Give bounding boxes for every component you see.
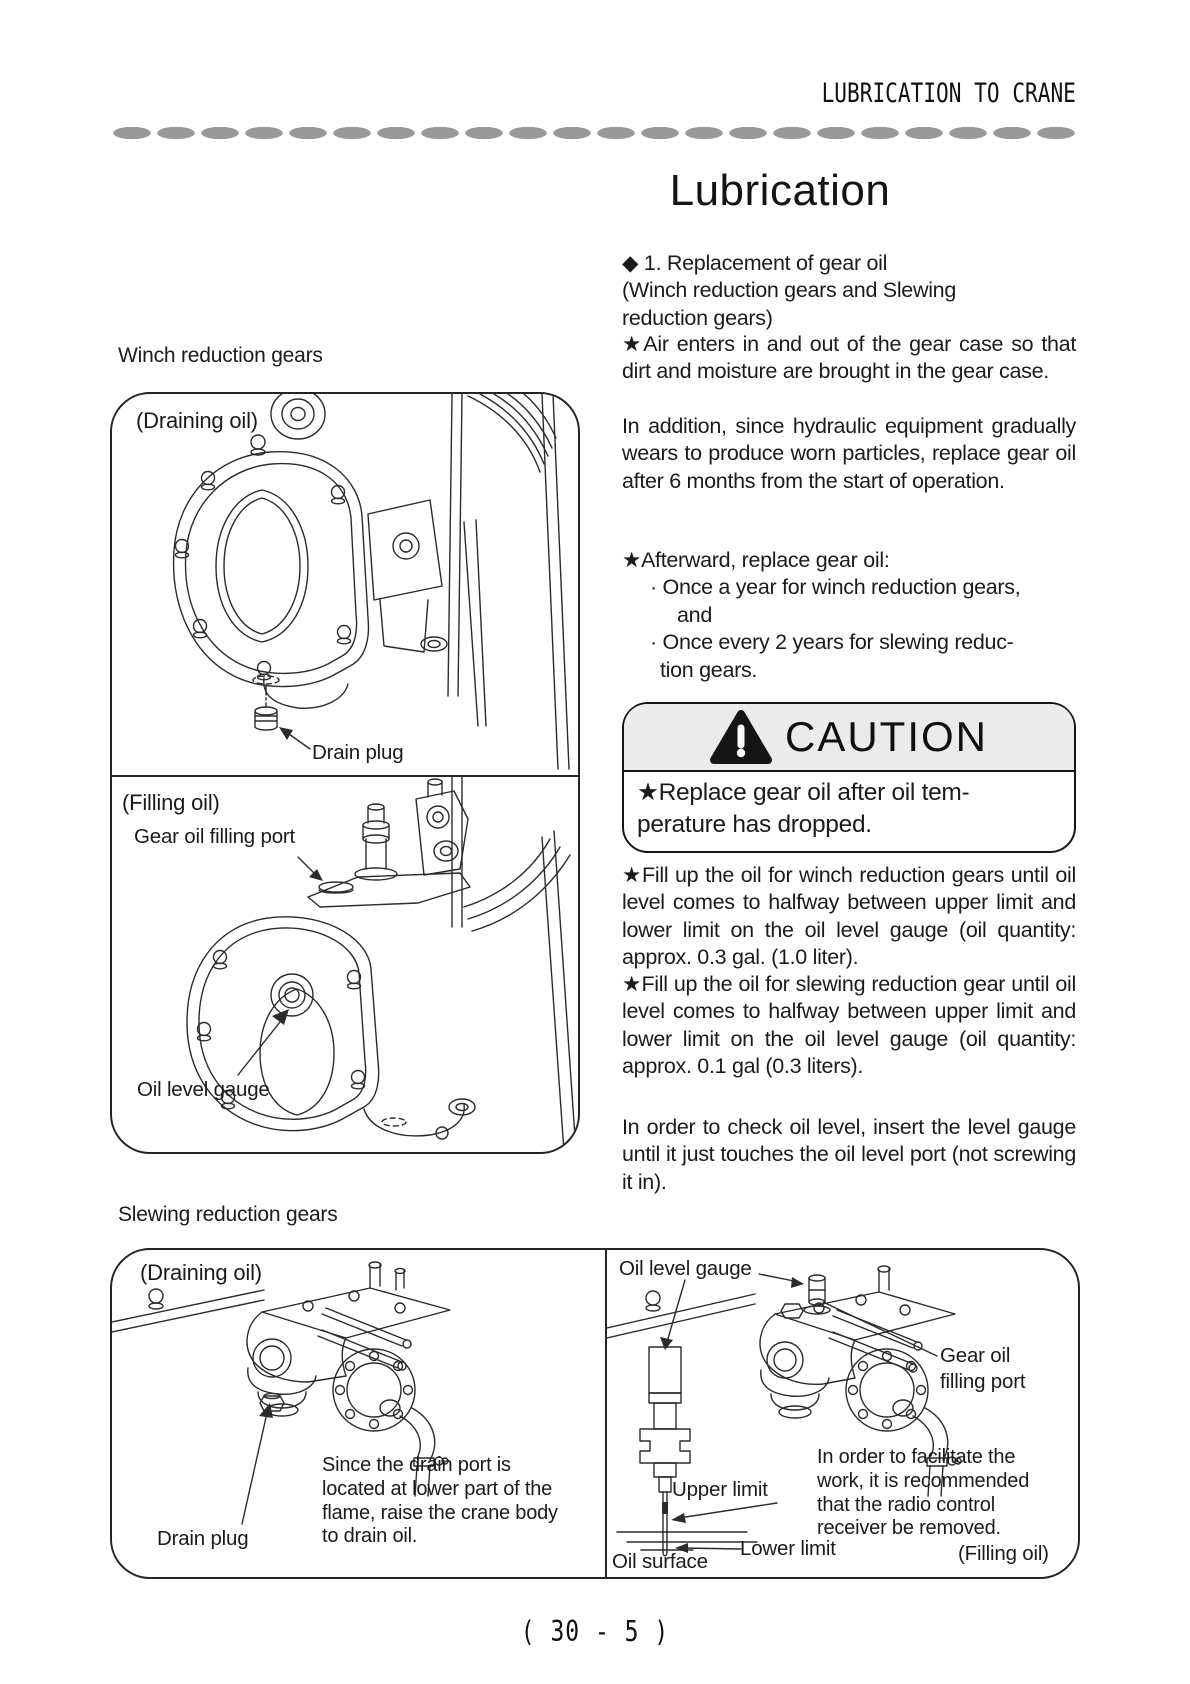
oil-level-gauge-arrow: [238, 1022, 280, 1075]
para-fill-slewing: ★Fill up the oil for slewing reduction gear until oil level comes to halfway between upper limit and lower limit on the oil level gauge (oil quantity: approx. 0.1 gal (0.3 liters).: [622, 972, 1076, 1079]
winch-draining-drawing: [112, 394, 578, 773]
para-fill-winch: ★Fill up the oil for winch reduction gears until oil level comes to halfway between upper limit and lower limit on the oil level gauge (oil quantity: approx. 0.3 gal. (1.0 liter).: [622, 863, 1076, 970]
warning-triangle-icon: [710, 709, 772, 765]
lower-limit-leader: [683, 1548, 741, 1549]
slewing-fill-note: In order to facilitate the work, it is recommended that the radio control receiver be removed.: [817, 1446, 1030, 1540]
para-check-level: In order to check oil level, insert the level gauge until it just touches the oil level port (not screwing it in).: [622, 1115, 1076, 1194]
page-number: ( 30 - 5 ): [520, 1616, 670, 1649]
drain-plug-arrow: [289, 734, 310, 749]
heading: ◆ 1. Replacement of gear oil: [622, 251, 888, 275]
slewing-drain-plug-label: Drain plug: [157, 1527, 249, 1550]
winch-draining-caption: (Draining oil): [136, 408, 258, 433]
afterward-line: ★Afterward, replace gear oil:: [622, 548, 890, 572]
slewing-filling-caption: (Filling oil): [958, 1542, 1049, 1565]
b Bullet-1-line1: · Once a year for winch reduction gears,: [650, 575, 1021, 600]
bullet-1-line2: and: [677, 602, 712, 627]
caution-box: [622, 702, 1076, 853]
lower-limit-label: Lower limit: [740, 1537, 836, 1560]
caution-body: [624, 772, 1074, 841]
oil-surface-label: Oil surface: [612, 1550, 708, 1573]
running-head: LUBRICATION TO CRANE: [821, 79, 1076, 109]
slewing-section-label: Slewing reduction gears: [118, 1203, 338, 1226]
bullet-2-line1: · Once every 2 years for slewing reduc-: [650, 630, 1014, 655]
caution-line1: ★Replace gear oil after oil tem-: [637, 779, 970, 806]
slewing-drain-note: Since the drain port is located at lower part of the flame, raise the crane body to drain oil.: [322, 1454, 558, 1548]
caution-line2: perature has dropped.: [637, 811, 872, 838]
winch-section-label: Winch reduction gears: [118, 344, 323, 367]
heading-sub2: reduction gears): [622, 305, 773, 330]
para-in-addition: In addition, since hydraulic equipment gradually wears to produce worn particles, replace gear oil after 6 months from the start of operation.: [622, 414, 1076, 493]
winch-filling-port-label: Gear oil filling port: [134, 825, 296, 848]
upper-limit-arrow: [679, 1503, 777, 1518]
gear-oil-filling-port-label-line2: filling port: [940, 1370, 1026, 1393]
slewing-draining-caption: (Draining oil): [140, 1260, 262, 1285]
replacement-heading-block: [622, 250, 1076, 332]
winch-oil-level-gauge-label: Oil level gauge: [137, 1078, 270, 1101]
winch-figure-box: [110, 392, 580, 1154]
filling-port-arrow: [298, 857, 315, 874]
afterward-block: [622, 547, 1076, 684]
caution-header: [624, 704, 1074, 772]
heading-sub1: (Winch reduction gears and Slewing: [622, 278, 956, 303]
winch-drain-plug-label: Drain plug: [312, 741, 404, 764]
caution-title: CAUTION: [785, 713, 988, 760]
gear-oil-filling-port-label-line1: Gear oil: [940, 1344, 1011, 1367]
text-column: [622, 250, 1076, 1220]
slewing-drain-plug-arrow: [242, 1413, 267, 1524]
filling-port-leader: [823, 1302, 937, 1356]
upper-limit-label: Upper limit: [672, 1478, 768, 1501]
slewing-oil-level-gauge-label: Oil level gauge: [619, 1257, 752, 1280]
slewing-figure-box: [110, 1248, 1080, 1579]
bullet-2-line2: tion gears.: [660, 657, 758, 682]
page-title: Lubrication: [669, 166, 891, 215]
divider-dots: [110, 126, 1078, 140]
para-air-enters: ★Air enters in and out of the gear case so that dirt and moisture are brought in the gear case.: [622, 332, 1076, 384]
winch-filling-caption: (Filling oil): [122, 790, 220, 815]
